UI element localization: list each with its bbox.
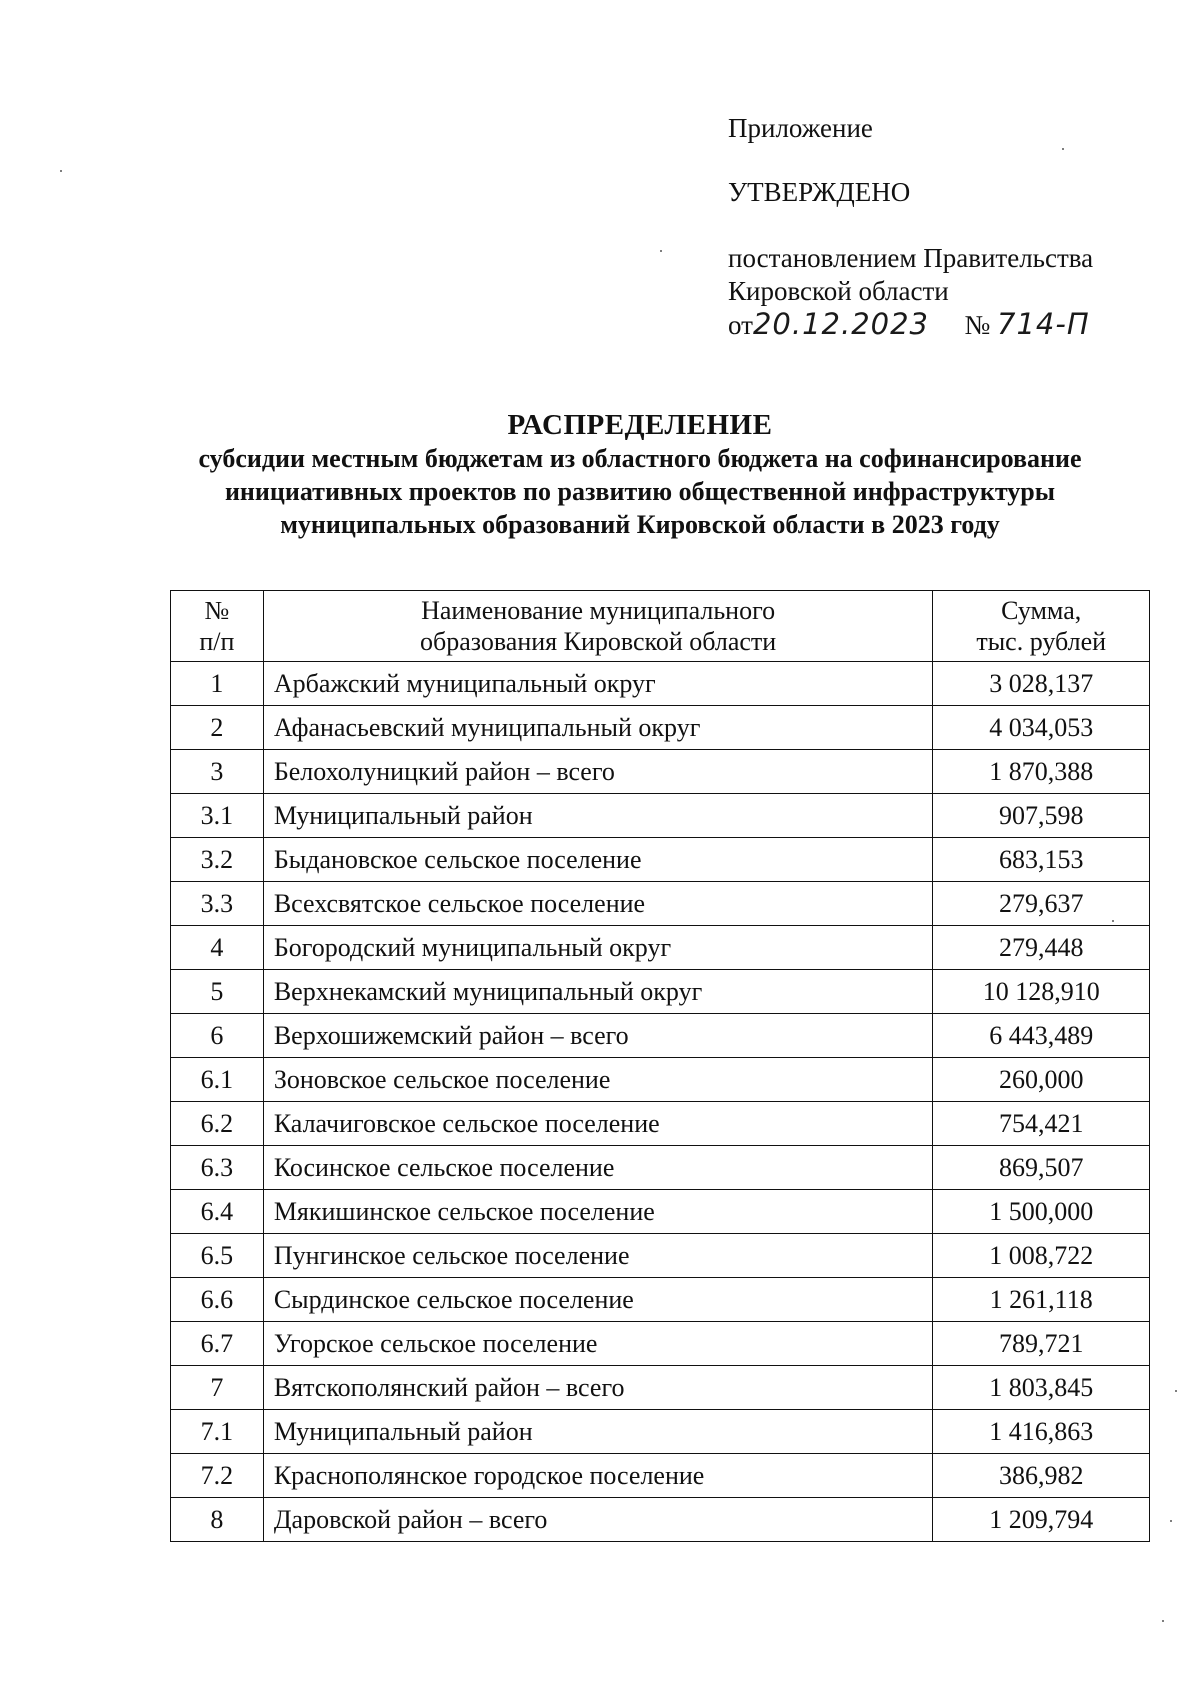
row-name: Муниципальный район xyxy=(263,1410,933,1454)
date-prefix: от xyxy=(728,310,753,340)
header-number-line-2: п/п xyxy=(199,627,235,656)
table-row xyxy=(171,1322,1150,1366)
row-name: Косинское сельское поселение xyxy=(263,1146,933,1190)
table-row xyxy=(171,1366,1150,1410)
row-sum: 3 028,137 xyxy=(933,662,1150,706)
header-number-line-1: № xyxy=(204,596,230,625)
table-body xyxy=(171,662,1150,1542)
table-row xyxy=(171,706,1150,750)
header-number xyxy=(171,591,264,662)
row-name: Угорское сельское поселение xyxy=(263,1322,933,1366)
distribution-table xyxy=(170,590,1150,1542)
approval-block xyxy=(728,112,1148,342)
row-name: Вятскополянский район – всего xyxy=(263,1366,933,1410)
appendix-label: Приложение xyxy=(728,113,873,143)
row-number: 4 xyxy=(171,926,264,970)
date-number-line xyxy=(728,308,1148,342)
table-row xyxy=(171,1498,1150,1542)
row-name: Быдановское сельское поселение xyxy=(263,838,933,882)
scan-speck xyxy=(1112,920,1114,922)
row-number: 2 xyxy=(171,706,264,750)
row-name: Даровской район – всего xyxy=(263,1498,933,1542)
row-sum: 10 128,910 xyxy=(933,970,1150,1014)
row-name: Арбажский муниципальный округ xyxy=(263,662,933,706)
row-name: Краснополянское городское поселение xyxy=(263,1454,933,1498)
row-name: Богородский муниципальный округ xyxy=(263,926,933,970)
row-number: 6.7 xyxy=(171,1322,264,1366)
scan-speck xyxy=(1062,148,1064,150)
row-sum: 1 870,388 xyxy=(933,750,1150,794)
row-number: 6.1 xyxy=(171,1058,264,1102)
row-name: Белохолуницкий район – всего xyxy=(263,750,933,794)
table-row xyxy=(171,794,1150,838)
row-number: 8 xyxy=(171,1498,264,1542)
table-row xyxy=(171,970,1150,1014)
handwritten-date: 20.12.2023 xyxy=(752,307,929,341)
table-row xyxy=(171,926,1150,970)
row-number: 1 xyxy=(171,662,264,706)
table-row xyxy=(171,662,1150,706)
row-sum: 869,507 xyxy=(933,1146,1150,1190)
table-row xyxy=(171,1410,1150,1454)
table-row xyxy=(171,1058,1150,1102)
row-name: Верхошижемский район – всего xyxy=(263,1014,933,1058)
row-number: 6.6 xyxy=(171,1278,264,1322)
table-row xyxy=(171,1190,1150,1234)
row-sum: 683,153 xyxy=(933,838,1150,882)
scan-speck xyxy=(60,170,62,172)
scan-speck xyxy=(660,250,662,252)
row-number: 5 xyxy=(171,970,264,1014)
header-sum-line-2: тыс. рублей xyxy=(976,627,1107,656)
row-name: Афанасьевский муниципальный округ xyxy=(263,706,933,750)
table-row xyxy=(171,838,1150,882)
row-number: 7.1 xyxy=(171,1410,264,1454)
row-sum: 4 034,053 xyxy=(933,706,1150,750)
row-name: Муниципальный район xyxy=(263,794,933,838)
row-sum: 1 008,722 xyxy=(933,1234,1150,1278)
header-sum xyxy=(933,591,1150,662)
row-name: Всехсвятское сельское поселение xyxy=(263,882,933,926)
table-row xyxy=(171,1146,1150,1190)
header-name xyxy=(263,591,933,662)
table-row xyxy=(171,882,1150,926)
row-sum: 1 500,000 xyxy=(933,1190,1150,1234)
row-sum: 260,000 xyxy=(933,1058,1150,1102)
row-sum: 907,598 xyxy=(933,794,1150,838)
row-sum: 754,421 xyxy=(933,1102,1150,1146)
row-sum: 386,982 xyxy=(933,1454,1150,1498)
row-number: 6.3 xyxy=(171,1146,264,1190)
table-row xyxy=(171,1234,1150,1278)
header-name-line-1: Наименование муниципального xyxy=(421,596,776,625)
row-sum: 279,637 xyxy=(933,882,1150,926)
table-row xyxy=(171,750,1150,794)
table-header-row xyxy=(171,591,1150,662)
resolution-line-2: Кировской области xyxy=(728,276,949,306)
title-main: РАСПРЕДЕЛЕНИЕ xyxy=(507,409,773,441)
row-sum: 1 803,845 xyxy=(933,1366,1150,1410)
row-number: 3.2 xyxy=(171,838,264,882)
row-number: 3.1 xyxy=(171,794,264,838)
row-number: 3 xyxy=(171,750,264,794)
row-sum: 1 261,118 xyxy=(933,1278,1150,1322)
row-name: Мякишинское сельское поселение xyxy=(263,1190,933,1234)
header-name-line-2: образования Кировской области xyxy=(419,627,777,656)
number-prefix: № xyxy=(964,310,991,340)
row-number: 6.4 xyxy=(171,1190,264,1234)
row-number: 6.2 xyxy=(171,1102,264,1146)
row-sum: 6 443,489 xyxy=(933,1014,1150,1058)
title-line-3: муниципальных образований Кировской области в 2023 году xyxy=(280,510,1000,539)
row-sum: 789,721 xyxy=(933,1322,1150,1366)
row-name: Пунгинское сельское поселение xyxy=(263,1234,933,1278)
document-title xyxy=(140,408,1140,541)
table-row xyxy=(171,1014,1150,1058)
approved-label: УТВЕРЖДЕНО xyxy=(728,177,911,207)
scan-speck xyxy=(1170,1520,1172,1522)
row-number: 6.5 xyxy=(171,1234,264,1278)
row-number: 7 xyxy=(171,1366,264,1410)
header-sum-line-1: Сумма, xyxy=(1001,596,1082,625)
scan-speck xyxy=(1162,1620,1164,1622)
table-row xyxy=(171,1278,1150,1322)
title-line-1: субсидии местным бюджетам из областного бюджета на софинансирование xyxy=(198,444,1082,473)
resolution-line-1: постановлением Правительства xyxy=(728,243,1094,273)
table-row xyxy=(171,1102,1150,1146)
row-sum: 1 209,794 xyxy=(933,1498,1150,1542)
row-number: 7.2 xyxy=(171,1454,264,1498)
handwritten-number: 714-П xyxy=(997,307,1090,341)
row-sum: 279,448 xyxy=(933,926,1150,970)
table-row xyxy=(171,1454,1150,1498)
title-line-2: инициативных проектов по развитию общественной инфраструктуры xyxy=(224,477,1056,506)
scan-speck xyxy=(1175,1390,1177,1392)
row-name: Сырдинское сельское поселение xyxy=(263,1278,933,1322)
row-number: 6 xyxy=(171,1014,264,1058)
row-name: Зоновское сельское поселение xyxy=(263,1058,933,1102)
row-sum: 1 416,863 xyxy=(933,1410,1150,1454)
row-name: Верхнекамский муниципальный округ xyxy=(263,970,933,1014)
row-name: Калачиговское сельское поселение xyxy=(263,1102,933,1146)
row-number: 3.3 xyxy=(171,882,264,926)
